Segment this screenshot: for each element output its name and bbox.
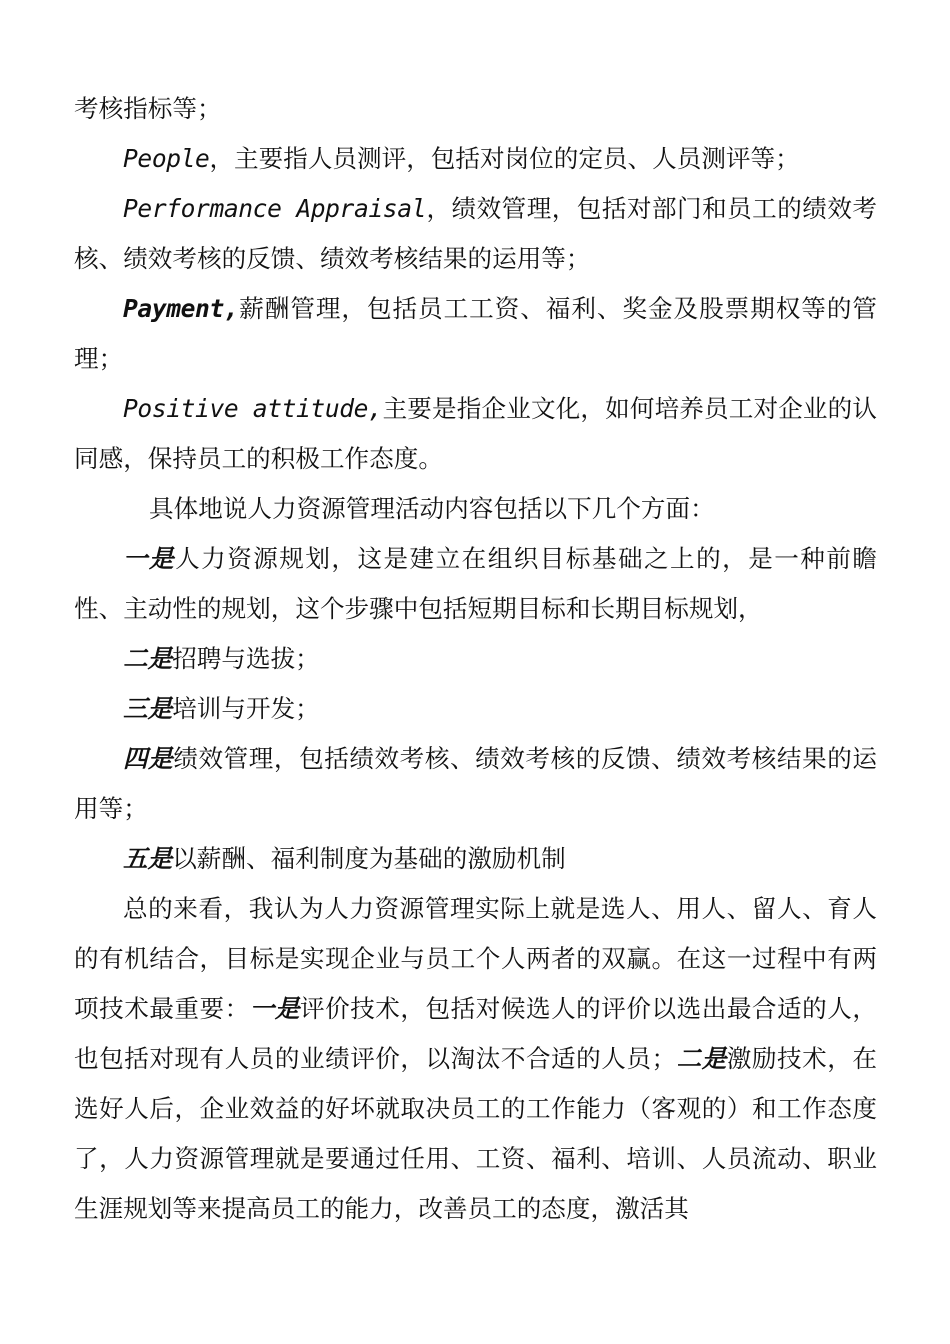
paragraph-people — [74, 134, 877, 184]
paragraph-text: 培训与开发； — [172, 694, 320, 723]
list-item-3 — [74, 684, 877, 734]
ordinal-label: 三是 — [123, 694, 173, 723]
paragraph-text: ，绩效管理，包括对部门和员工的绩效考核、绩效考核的反馈、绩效考核结果的运用等； — [74, 194, 877, 273]
list-item-1 — [74, 534, 877, 634]
paragraph-text: 人力资源规划，这是建立在组织目标基础之上的，是一种前瞻性、主动性的规划，这个步骤中包括短期目标和长期目标规划， — [74, 544, 877, 623]
paragraph-performance-appraisal — [74, 184, 877, 284]
paragraph-text: ，主要指人员测评，包括对岗位的定员、人员测评等； — [209, 144, 800, 173]
ordinal-label: 一是 — [123, 544, 176, 573]
paragraph-text: 评价技术，包括对候选人的评价以选出最合适的人，也包括对现有人员的业绩评价，以淘汰不合适的人员； — [74, 994, 877, 1073]
term-positive-attitude: Positive attitude, — [123, 394, 383, 423]
ordinal-label: 二是 — [123, 644, 173, 673]
paragraph-text: 具体地说人力资源管理活动内容包括以下几个方面： — [149, 494, 715, 523]
ordinal-label: 五是 — [123, 844, 173, 873]
paragraph-text: 薪酬管理，包括员工工资、福利、奖金及股票期权等的管理； — [74, 294, 877, 373]
term-payment: Payment, — [123, 294, 239, 323]
paragraph-text: 总的来看，我认为人力资源管理实际上就是选人、用人、留人、育人的有机结合，目标是实现企业与员工个人两者的双赢。在这一过程中有两项技术最重要： — [74, 894, 877, 1023]
list-item-4 — [74, 734, 877, 834]
term-performance-appraisal: Performance Appraisal — [123, 194, 427, 223]
paragraph-positive-attitude — [74, 384, 877, 484]
paragraph-text: 考核指标等； — [74, 94, 222, 123]
paragraph-text: 绩效管理，包括绩效考核、绩效考核的反馈、绩效考核结果的运用等； — [74, 744, 877, 823]
paragraph-text: 招聘与选拔； — [172, 644, 320, 673]
list-item-2 — [74, 634, 877, 684]
term-people: People — [123, 144, 210, 173]
ordinal-label: 四是 — [123, 744, 174, 773]
paragraph-payment — [74, 284, 877, 384]
paragraph-text: 以薪酬、福利制度为基础的激励机制 — [172, 844, 566, 873]
document-page — [74, 84, 877, 1234]
paragraph-intro-list — [74, 484, 877, 534]
ordinal-label: 一是 — [249, 994, 300, 1023]
paragraph-continuation — [74, 84, 877, 134]
paragraph-text: 主要是指企业文化，如何培养员工对企业的认同感，保持员工的积极工作态度。 — [74, 394, 877, 473]
paragraph-text: 激励技术，在选好人后，企业效益的好坏就取决员工的工作能力（客观的）和工作态度了，人力资源管理就是要通过任用、工资、福利、培训、人员流动、职业生涯规划等来提高员工的能力，改善员工的态度，激活其 — [74, 1044, 877, 1223]
paragraph-summary — [74, 884, 877, 1234]
ordinal-label: 二是 — [676, 1044, 727, 1073]
list-item-5 — [74, 834, 877, 884]
